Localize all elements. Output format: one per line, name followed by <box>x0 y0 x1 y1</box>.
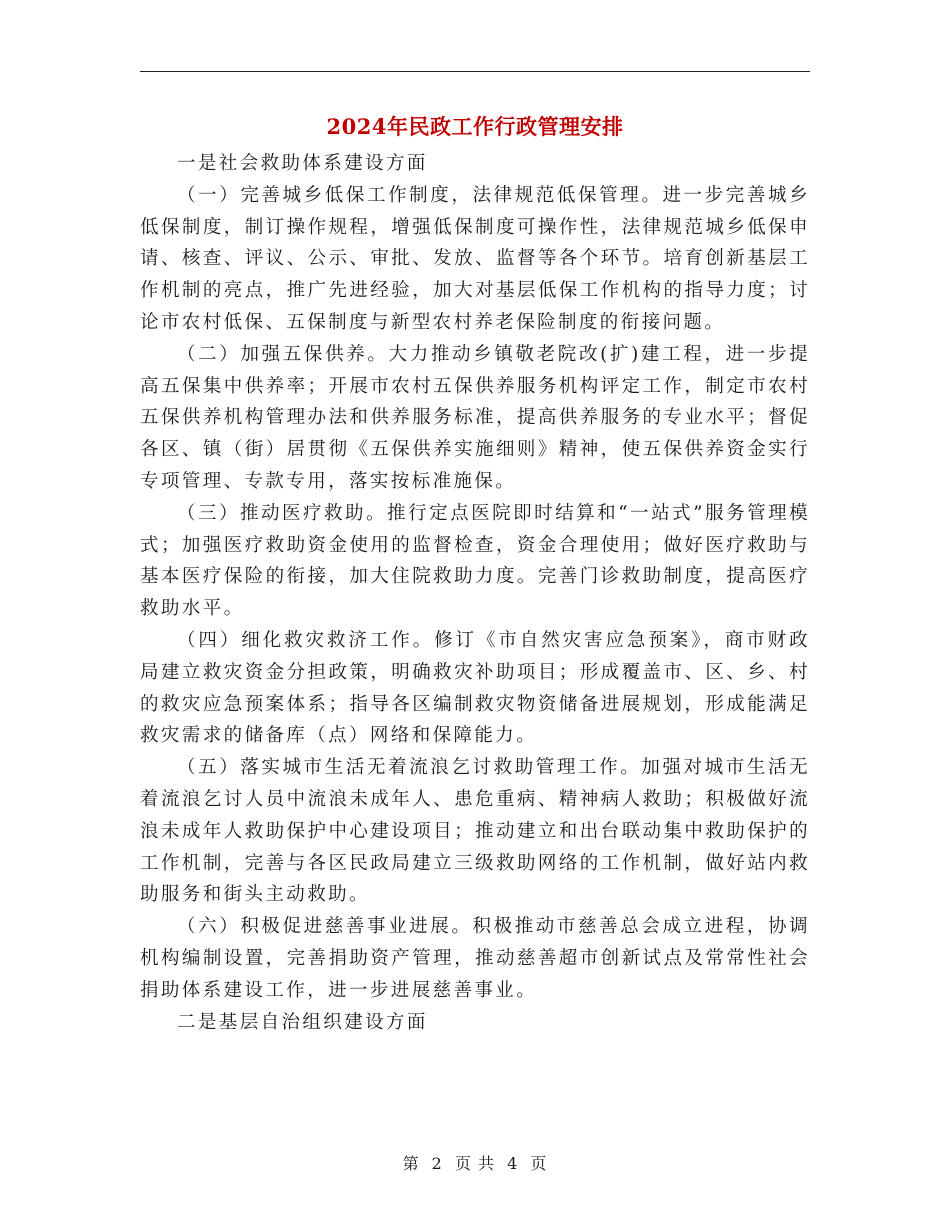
page-footer <box>0 1152 950 1176</box>
footer-total-pages: 4 <box>507 1154 519 1173</box>
footer-suffix: 页 <box>530 1154 548 1173</box>
paragraph-1: （一）完善城乡低保工作制度，法律规范低保管理。进一步完善城乡低保制度，制订操作规程，增强低保制度可操作性，法律规范城乡低保申请、核查、评议、公示、审批、发放、监督等各个环节。培育创新基层工作机制的亮点，推广先进经验，加大对基层低保工作机构的指导力度；讨论市农村低保、五保制度与新型农村养老保险制度的衔接问题。 <box>140 184 810 333</box>
paragraph-4: （四）细化救灾救济工作。修订《市自然灾害应急预案》，商市财政局建立救灾资金分担政策，明确救灾补助项目；形成覆盖市、区、乡、村的救灾应急预案体系；指导各区编制救灾物资储备进展规划，形成能满足救灾需求的储备库（点）网络和保障能力。 <box>140 629 810 747</box>
paragraph-6: （六）积极促进慈善事业进展。积极推动市慈善总会成立进程，协调机构编制设置，完善捐助资产管理，推动慈善超市创新试点及常常性社会捐助体系建设工作，进一步进展慈善事业。 <box>140 916 810 1001</box>
section-heading-1: 一是社会救助体系建设方面 <box>177 153 428 174</box>
section-heading-2: 二是基层自治组织建设方面 <box>177 1011 428 1033</box>
paragraph-5: （五）落实城市生活无着流浪乞讨救助管理工作。加强对城市生活无着流浪乞讨人员中流浪未成年人、患危重病、精神病人救助；积极做好流浪未成年人救助保护中心建设项目；推动建立和出台联动集中救助保护的工作机制，完善与各区民政局建立三级救助网络的工作机制，做好站内救助服务和街头主动救助。 <box>140 757 810 906</box>
footer-middle: 页 共 <box>454 1154 496 1173</box>
document-body <box>140 148 810 1038</box>
document-title: 2024年民政工作行政管理安排 <box>326 114 624 139</box>
paragraph-3: （三）推动医疗救助。推行定点医院即时结算和“一站式”服务管理模式；加强医疗救助资金使用的监督检查，资金合理使用；做好医疗救助与基本医疗保险的衔接，加大住院救助力度。完善门诊救助制度，提高医疗救助水平。 <box>140 502 810 620</box>
paragraph-2: （二）加强五保供养。大力推动乡镇敬老院改(扩)建工程，进一步提高五保集中供养率；开展市农村五保供养服务机构评定工作，制定市农村五保供养机构管理办法和供养服务标准，提高供养服务的专业水平；督促各区、镇（街）居贯彻《五保供养实施细则》精神，使五保供养资金实行专项管理、专款专用，落实按标准施保。 <box>140 343 810 492</box>
footer-prefix: 第 <box>402 1154 420 1173</box>
header-rule <box>140 71 810 72</box>
footer-current-page: 2 <box>431 1154 443 1173</box>
